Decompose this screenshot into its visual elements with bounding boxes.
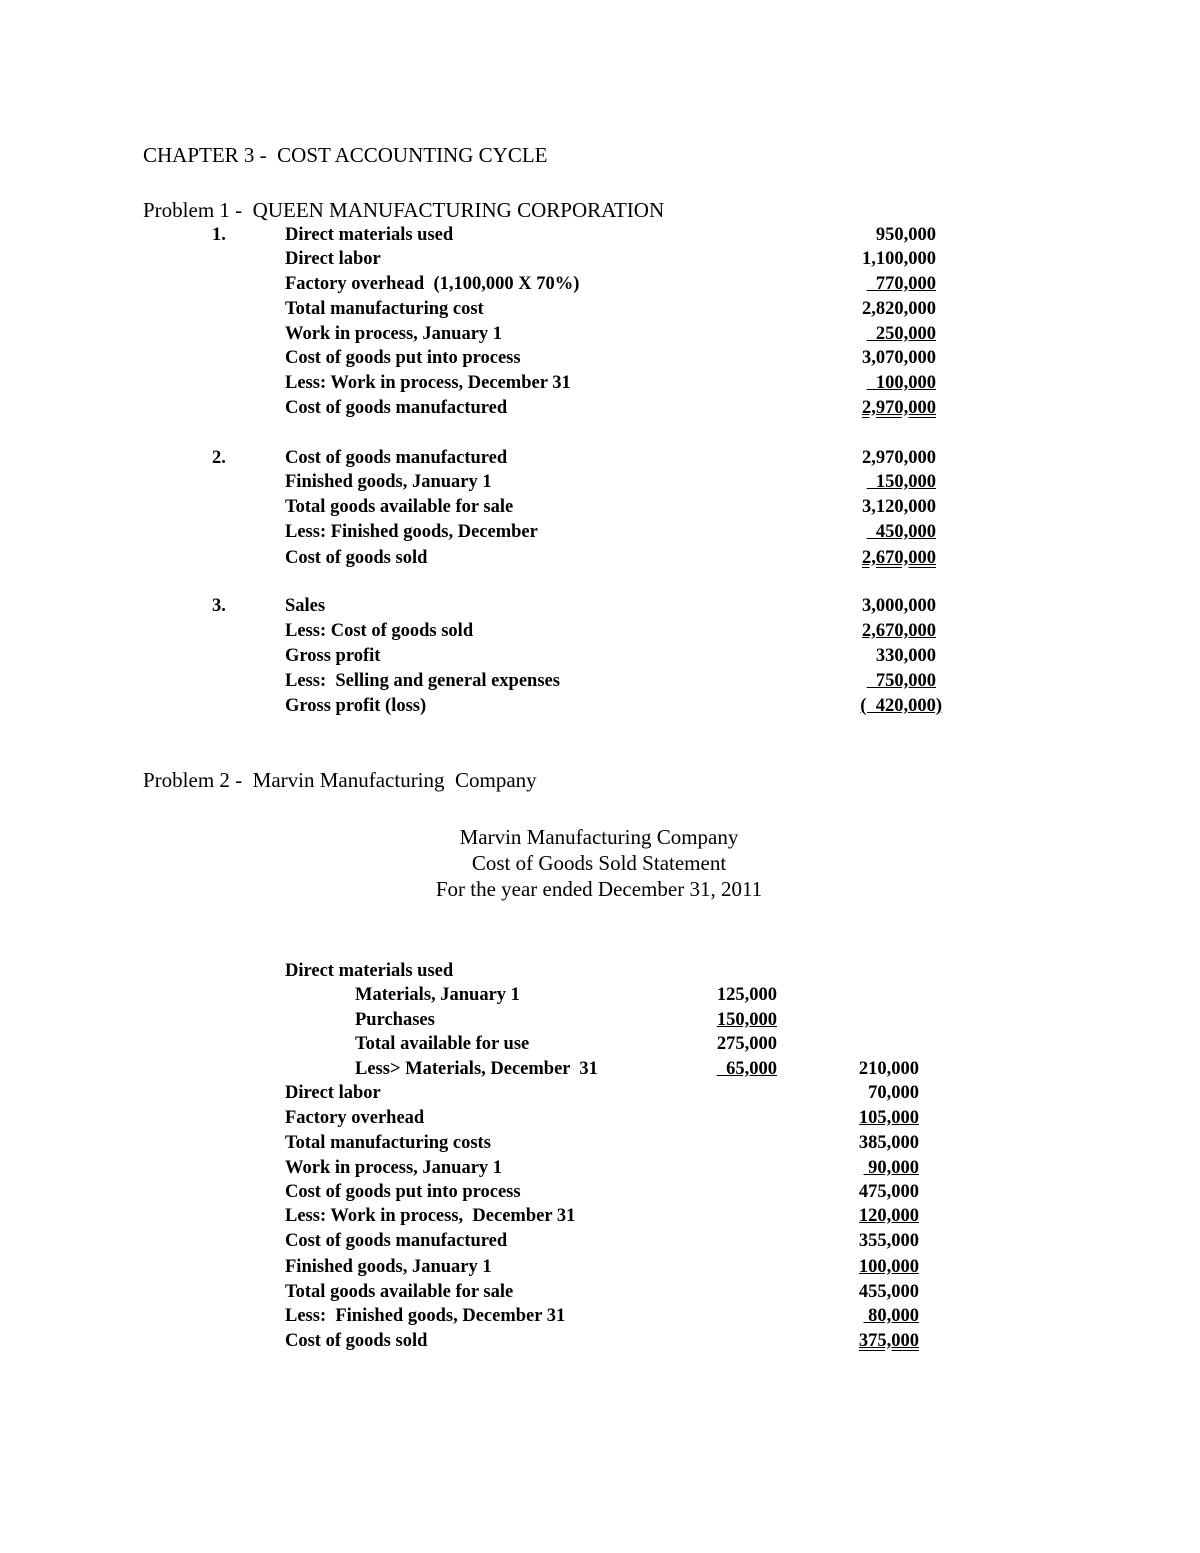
statement-label: Cost of goods put into process — [285, 1182, 521, 1202]
statement-total: 105,000 — [858, 1108, 919, 1128]
line-label: Work in process, January 1 — [285, 324, 503, 344]
line-label: Factory overhead (1,100,000 X 70%) — [285, 274, 580, 294]
line-label: Sales — [285, 596, 326, 616]
statement-total: 475,000 — [858, 1182, 919, 1202]
line-label: Cost of goods put into process — [285, 348, 521, 368]
line-value: 3,000,000 — [862, 596, 936, 616]
line-label: Cost of goods manufactured — [285, 398, 508, 418]
line-value: 330,000 — [875, 646, 936, 666]
statement-label: Less> Materials, December 31 — [355, 1059, 598, 1079]
line-value: 2,670,000 — [862, 548, 936, 568]
statement-sub: 150,000 — [716, 1010, 777, 1030]
line-value: 250,000 — [866, 324, 936, 344]
statement-sub: 275,000 — [716, 1034, 777, 1054]
part-number: 2. — [212, 448, 226, 468]
statement-total: 375,000 — [858, 1331, 919, 1351]
line-label: Less: Finished goods, December — [285, 522, 538, 542]
line-label: Less: Work in process, December 31 — [285, 373, 571, 393]
statement-sub: 125,000 — [716, 985, 777, 1005]
statement-name: Cost of Goods Sold Statement — [471, 851, 727, 875]
line-label: Gross profit — [285, 646, 381, 666]
line-value: 750,000 — [866, 671, 936, 691]
statement-total: 210,000 — [858, 1059, 919, 1079]
statement-label: Factory overhead — [285, 1108, 425, 1128]
line-value: 2,970,000 — [862, 448, 936, 468]
statement-label: Direct labor — [285, 1083, 381, 1103]
statement-company: Marvin Manufacturing Company — [459, 825, 739, 849]
line-label: Less: Selling and general expenses — [285, 671, 560, 691]
statement-total: 120,000 — [858, 1206, 919, 1226]
statement-total: 385,000 — [858, 1133, 919, 1153]
line-value: 150,000 — [866, 472, 936, 492]
line-value: 2,970,000 — [862, 398, 936, 418]
statement-label: Work in process, January 1 — [285, 1158, 503, 1178]
line-label: Cost of goods manufactured — [285, 448, 508, 468]
statement-total: 355,000 — [858, 1231, 919, 1251]
line-value: 100,000 — [866, 373, 936, 393]
statement-label: Direct materials used — [285, 961, 454, 981]
line-label: Direct labor — [285, 249, 381, 269]
statement-total: 100,000 — [858, 1257, 919, 1277]
statement-total: 455,000 — [858, 1282, 919, 1302]
chapter-title: CHAPTER 3 - COST ACCOUNTING CYCLE — [143, 143, 548, 167]
statement-period: For the year ended December 31, 2011 — [435, 877, 763, 901]
line-value: 770,000 — [866, 274, 936, 294]
part-number: 1. — [212, 225, 226, 245]
line-value: 1,100,000 — [862, 249, 936, 269]
statement-label: Less: Work in process, December 31 — [285, 1206, 576, 1226]
statement-sub: 65,000 — [716, 1059, 777, 1079]
statement-label: Less: Finished goods, December 31 — [285, 1306, 566, 1326]
statement-total: 90,000 — [863, 1158, 919, 1178]
part-number: 3. — [212, 596, 226, 616]
line-value: 3,120,000 — [862, 497, 936, 517]
statement-label: Purchases — [355, 1010, 435, 1030]
line-label: Direct materials used — [285, 225, 454, 245]
statement-label: Cost of goods manufactured — [285, 1231, 508, 1251]
line-value: 2,670,000 — [862, 621, 936, 641]
line-value: 950,000 — [875, 225, 936, 245]
statement-label: Total goods available for sale — [285, 1282, 514, 1302]
statement-label: Materials, January 1 — [355, 985, 520, 1005]
statement-total: 70,000 — [868, 1083, 919, 1103]
line-value: 450,000 — [866, 522, 936, 542]
line-value: 3,070,000 — [862, 348, 936, 368]
statement-label: Total available for use — [355, 1034, 530, 1054]
line-label: Cost of goods sold — [285, 548, 428, 568]
line-label: Total goods available for sale — [285, 497, 514, 517]
line-label: Total manufacturing cost — [285, 299, 484, 319]
problem2-heading: Problem 2 - Marvin Manufacturing Company — [143, 768, 537, 792]
line-label: Finished goods, January 1 — [285, 472, 492, 492]
line-value: 2,820,000 — [862, 299, 936, 319]
statement-label: Cost of goods sold — [285, 1331, 428, 1351]
problem1-heading: Problem 1 - QUEEN MANUFACTURING CORPORATION — [143, 198, 665, 222]
statement-label: Total manufacturing costs — [285, 1133, 491, 1153]
statement-label: Finished goods, January 1 — [285, 1257, 492, 1277]
line-value: ( 420,000) — [860, 696, 942, 716]
line-label: Gross profit (loss) — [285, 696, 427, 716]
line-label: Less: Cost of goods sold — [285, 621, 474, 641]
statement-total: 80,000 — [863, 1306, 919, 1326]
